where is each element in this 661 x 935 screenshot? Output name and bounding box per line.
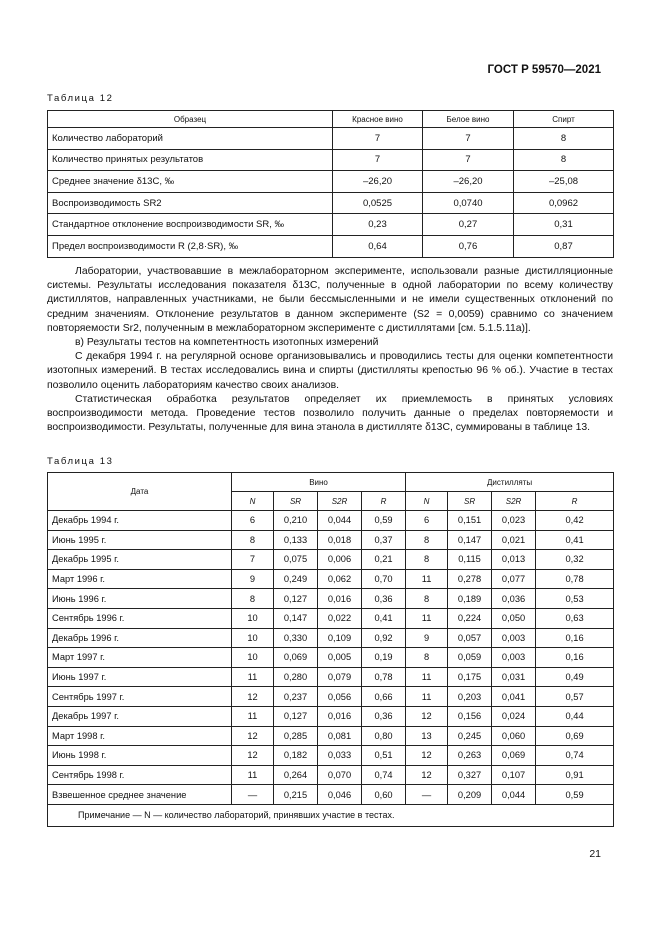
table12: [47, 110, 614, 258]
table12-header: Красное вино: [333, 111, 423, 128]
cell-value: 11: [232, 765, 274, 785]
paragraph: в) Результаты тестов на компетентность изотопных измерений: [75, 337, 379, 349]
cell-value: 0,044: [492, 785, 536, 805]
cell-value: 0,215: [274, 785, 318, 805]
cell-value: 0,224: [448, 608, 492, 628]
table13-subheader: N: [406, 492, 448, 511]
row-label: Воспроизводимость SR2: [48, 192, 333, 214]
cell-value: 0,64: [333, 235, 423, 257]
cell-value: –26,20: [333, 171, 423, 193]
cell-value: 0,059: [448, 648, 492, 668]
cell-value: 0,0740: [423, 192, 514, 214]
cell-value: –26,20: [423, 171, 514, 193]
cell-value: 12: [232, 746, 274, 766]
table13-subheader: N: [232, 492, 274, 511]
table-row: [48, 149, 614, 171]
table-row: [48, 726, 614, 746]
cell-value: 12: [406, 765, 448, 785]
cell-value: 0,78: [536, 569, 614, 589]
cell-value: 0,046: [318, 785, 362, 805]
row-date: Взвешенное среднее значение: [48, 785, 232, 805]
cell-value: 11: [406, 608, 448, 628]
cell-value: 0,005: [318, 648, 362, 668]
cell-value: 0,036: [492, 589, 536, 609]
table13: [47, 472, 614, 827]
cell-value: 12: [406, 706, 448, 726]
cell-value: 0,66: [362, 687, 406, 707]
table13-group-wine: Вино: [232, 473, 406, 492]
table-row: [48, 214, 614, 236]
cell-value: 0,151: [448, 511, 492, 531]
cell-value: 12: [406, 746, 448, 766]
cell-value: 0,0525: [333, 192, 423, 214]
cell-value: 0,133: [274, 530, 318, 550]
table-row: [48, 648, 614, 668]
table13-caption: Таблица 13: [47, 456, 114, 467]
cell-value: 7: [232, 550, 274, 570]
cell-value: 7: [423, 149, 514, 171]
cell-value: 10: [232, 648, 274, 668]
table13-subheader: SR: [274, 492, 318, 511]
cell-value: 0,041: [492, 687, 536, 707]
cell-value: 0,021: [492, 530, 536, 550]
table-row: [48, 235, 614, 257]
cell-value: 0,330: [274, 628, 318, 648]
row-date: Июнь 1995 г.: [48, 530, 232, 550]
cell-value: 0,53: [536, 589, 614, 609]
table-row: [48, 628, 614, 648]
cell-value: 0,031: [492, 667, 536, 687]
cell-value: 0,115: [448, 550, 492, 570]
cell-value: 0,16: [536, 648, 614, 668]
cell-value: 0,49: [536, 667, 614, 687]
cell-value: 0,70: [362, 569, 406, 589]
cell-value: 0,74: [536, 746, 614, 766]
cell-value: 0,36: [362, 589, 406, 609]
cell-value: 0,37: [362, 530, 406, 550]
cell-value: 0,147: [448, 530, 492, 550]
cell-value: 0,127: [274, 589, 318, 609]
cell-value: —: [406, 785, 448, 805]
cell-value: 0,203: [448, 687, 492, 707]
cell-value: 0,077: [492, 569, 536, 589]
cell-value: 0,23: [333, 214, 423, 236]
cell-value: 0,156: [448, 706, 492, 726]
table13-note: Примечание — N — количество лабораторий, принявших участие в тестах.: [48, 804, 614, 826]
table-row: [48, 550, 614, 570]
table-row: [48, 706, 614, 726]
cell-value: 0,78: [362, 667, 406, 687]
cell-value: 10: [232, 608, 274, 628]
cell-value: 0,36: [362, 706, 406, 726]
cell-value: 0,87: [514, 235, 614, 257]
cell-value: 0,59: [362, 511, 406, 531]
cell-value: 0,044: [318, 511, 362, 531]
cell-value: 0,57: [536, 687, 614, 707]
cell-value: 0,278: [448, 569, 492, 589]
standard-header: ГОСТ Р 59570—2021: [487, 64, 601, 76]
cell-value: 0,062: [318, 569, 362, 589]
cell-value: 0,16: [536, 628, 614, 648]
cell-value: 11: [406, 687, 448, 707]
cell-value: 9: [232, 569, 274, 589]
cell-value: 12: [232, 687, 274, 707]
table13-subheader: S2R: [318, 492, 362, 511]
cell-value: 0,19: [362, 648, 406, 668]
table13-subheader: SR: [448, 492, 492, 511]
cell-value: 0,075: [274, 550, 318, 570]
cell-value: 0,081: [318, 726, 362, 746]
table-row: [48, 128, 614, 150]
table-row: [48, 687, 614, 707]
cell-value: 0,31: [514, 214, 614, 236]
cell-value: 0,92: [362, 628, 406, 648]
cell-value: 13: [406, 726, 448, 746]
row-label: Количество принятых результатов: [48, 149, 333, 171]
cell-value: 0,107: [492, 765, 536, 785]
cell-value: 8: [406, 648, 448, 668]
cell-value: 6: [232, 511, 274, 531]
table13-subheader: R: [362, 492, 406, 511]
table-row: [48, 589, 614, 609]
cell-value: 9: [406, 628, 448, 648]
cell-value: 0,013: [492, 550, 536, 570]
table-row: [48, 608, 614, 628]
cell-value: 0,264: [274, 765, 318, 785]
cell-value: 0,42: [536, 511, 614, 531]
cell-value: 0,127: [274, 706, 318, 726]
paragraph: С декабря 1994 г. на регулярной основе организовывались и проводились тесты для оценки компетентности изотопных измерений. В тестах исследовались вина и спирты (дистилляты крепостью 96 % об.). Участие в тестах позволило оценить лабораториям качество своих анализов.: [47, 351, 613, 391]
row-date: Сентябрь 1997 г.: [48, 687, 232, 707]
cell-value: 0,245: [448, 726, 492, 746]
row-date: Декабрь 1996 г.: [48, 628, 232, 648]
row-date: Июнь 1997 г.: [48, 667, 232, 687]
cell-value: 0,210: [274, 511, 318, 531]
cell-value: 0,018: [318, 530, 362, 550]
row-label: Среднее значение δ13C, ‰: [48, 171, 333, 193]
cell-value: 0,41: [536, 530, 614, 550]
table-row: [48, 746, 614, 766]
cell-value: 0,280: [274, 667, 318, 687]
cell-value: 12: [232, 726, 274, 746]
table13-subheader: S2R: [492, 492, 536, 511]
row-date: Сентябрь 1996 г.: [48, 608, 232, 628]
cell-value: 0,023: [492, 511, 536, 531]
cell-value: 0,024: [492, 706, 536, 726]
cell-value: 0,070: [318, 765, 362, 785]
table12-header: Образец: [48, 111, 333, 128]
cell-value: 0,41: [362, 608, 406, 628]
row-label: Стандартное отклонение воспроизводимости SR, ‰: [48, 214, 333, 236]
table12-caption: Таблица 12: [47, 93, 114, 104]
row-label: Предел воспроизводимости R (2,8·SR), ‰: [48, 235, 333, 257]
row-date: Декабрь 1994 г.: [48, 511, 232, 531]
paragraph: Лаборатории, участвовавшие в межлабораторном эксперименте, использовали разные дистилляционные системы. Результаты исследования показателя δ13C, полученные в одной лаборатории по всему количеству дистиллятов, направленных участниками, не были бессмысленными и не имели существенных отклонений по средним значениям. Отклонение результатов в данном эксперименте (S2 = 0,0059) сравнимо со значением повторяемости Sr2, полученным в межлабораторном эксперименте с дистиллятами [см. 5.1.5.11а)].: [47, 266, 613, 334]
cell-value: 0,327: [448, 765, 492, 785]
cell-value: 0,147: [274, 608, 318, 628]
cell-value: —: [232, 785, 274, 805]
cell-value: 8: [514, 149, 614, 171]
table-row: [48, 569, 614, 589]
cell-value: 10: [232, 628, 274, 648]
cell-value: 0,050: [492, 608, 536, 628]
cell-value: 0,033: [318, 746, 362, 766]
cell-value: 0,21: [362, 550, 406, 570]
cell-value: 0,91: [536, 765, 614, 785]
table13-subheader: R: [536, 492, 614, 511]
cell-value: 0,003: [492, 628, 536, 648]
row-date: Март 1997 г.: [48, 648, 232, 668]
cell-value: 7: [333, 128, 423, 150]
cell-value: 0,237: [274, 687, 318, 707]
cell-value: 0,263: [448, 746, 492, 766]
row-date: Июнь 1998 г.: [48, 746, 232, 766]
cell-value: 0,76: [423, 235, 514, 257]
row-label: Количество лабораторий: [48, 128, 333, 150]
cell-value: 11: [406, 569, 448, 589]
cell-value: 0,63: [536, 608, 614, 628]
cell-value: 8: [232, 530, 274, 550]
cell-value: 0,74: [362, 765, 406, 785]
note-row: [48, 804, 614, 826]
page-number: 21: [589, 848, 601, 860]
cell-value: 0,057: [448, 628, 492, 648]
cell-value: 8: [406, 530, 448, 550]
table-row: [48, 192, 614, 214]
table-row: [48, 765, 614, 785]
cell-value: 8: [232, 589, 274, 609]
cell-value: 11: [406, 667, 448, 687]
row-date: Март 1996 г.: [48, 569, 232, 589]
cell-value: 0,079: [318, 667, 362, 687]
table-row: [48, 667, 614, 687]
cell-value: 8: [406, 550, 448, 570]
cell-value: 0,109: [318, 628, 362, 648]
cell-value: 0,056: [318, 687, 362, 707]
table-row: [48, 171, 614, 193]
cell-value: 0,006: [318, 550, 362, 570]
cell-value: 0,209: [448, 785, 492, 805]
cell-value: 7: [423, 128, 514, 150]
row-date: Сентябрь 1998 г.: [48, 765, 232, 785]
cell-value: 7: [333, 149, 423, 171]
cell-value: 0,59: [536, 785, 614, 805]
cell-value: 0,51: [362, 746, 406, 766]
cell-value: 0,069: [274, 648, 318, 668]
cell-value: 0,249: [274, 569, 318, 589]
cell-value: 0,44: [536, 706, 614, 726]
cell-value: 0,003: [492, 648, 536, 668]
cell-value: 11: [232, 667, 274, 687]
table-row: [48, 785, 614, 805]
table12-header: Белое вино: [423, 111, 514, 128]
table13-date-header: Дата: [48, 473, 232, 511]
cell-value: 8: [406, 589, 448, 609]
cell-value: 6: [406, 511, 448, 531]
cell-value: 0,060: [492, 726, 536, 746]
cell-value: 11: [232, 706, 274, 726]
cell-value: 0,60: [362, 785, 406, 805]
cell-value: 0,189: [448, 589, 492, 609]
cell-value: 0,182: [274, 746, 318, 766]
cell-value: 0,016: [318, 589, 362, 609]
cell-value: 0,69: [536, 726, 614, 746]
cell-value: 0,285: [274, 726, 318, 746]
cell-value: –25,08: [514, 171, 614, 193]
paragraph: Статистическая обработка результатов определяет их приемлемость в принятых условиях воспроизводимости метода. Проведение тестов позволило получить данные о пределах повторяемости и воспроизводимости. Результаты, полученные для вина этанола в дистилляте δ13C, суммированы в таблице 13.: [47, 393, 613, 434]
cell-value: 0,27: [423, 214, 514, 236]
cell-value: 0,022: [318, 608, 362, 628]
body-text: [47, 265, 613, 435]
table13-group-distillates: Дистилляты: [406, 473, 614, 492]
cell-value: 0,32: [536, 550, 614, 570]
row-date: Июнь 1996 г.: [48, 589, 232, 609]
row-date: Декабрь 1995 г.: [48, 550, 232, 570]
cell-value: 8: [514, 128, 614, 150]
row-date: Декабрь 1997 г.: [48, 706, 232, 726]
cell-value: 0,0962: [514, 192, 614, 214]
cell-value: 0,016: [318, 706, 362, 726]
row-date: Март 1998 г.: [48, 726, 232, 746]
cell-value: 0,175: [448, 667, 492, 687]
table12-header: Спирт: [514, 111, 614, 128]
table-row: [48, 530, 614, 550]
table-row: [48, 511, 614, 531]
cell-value: 0,80: [362, 726, 406, 746]
cell-value: 0,069: [492, 746, 536, 766]
